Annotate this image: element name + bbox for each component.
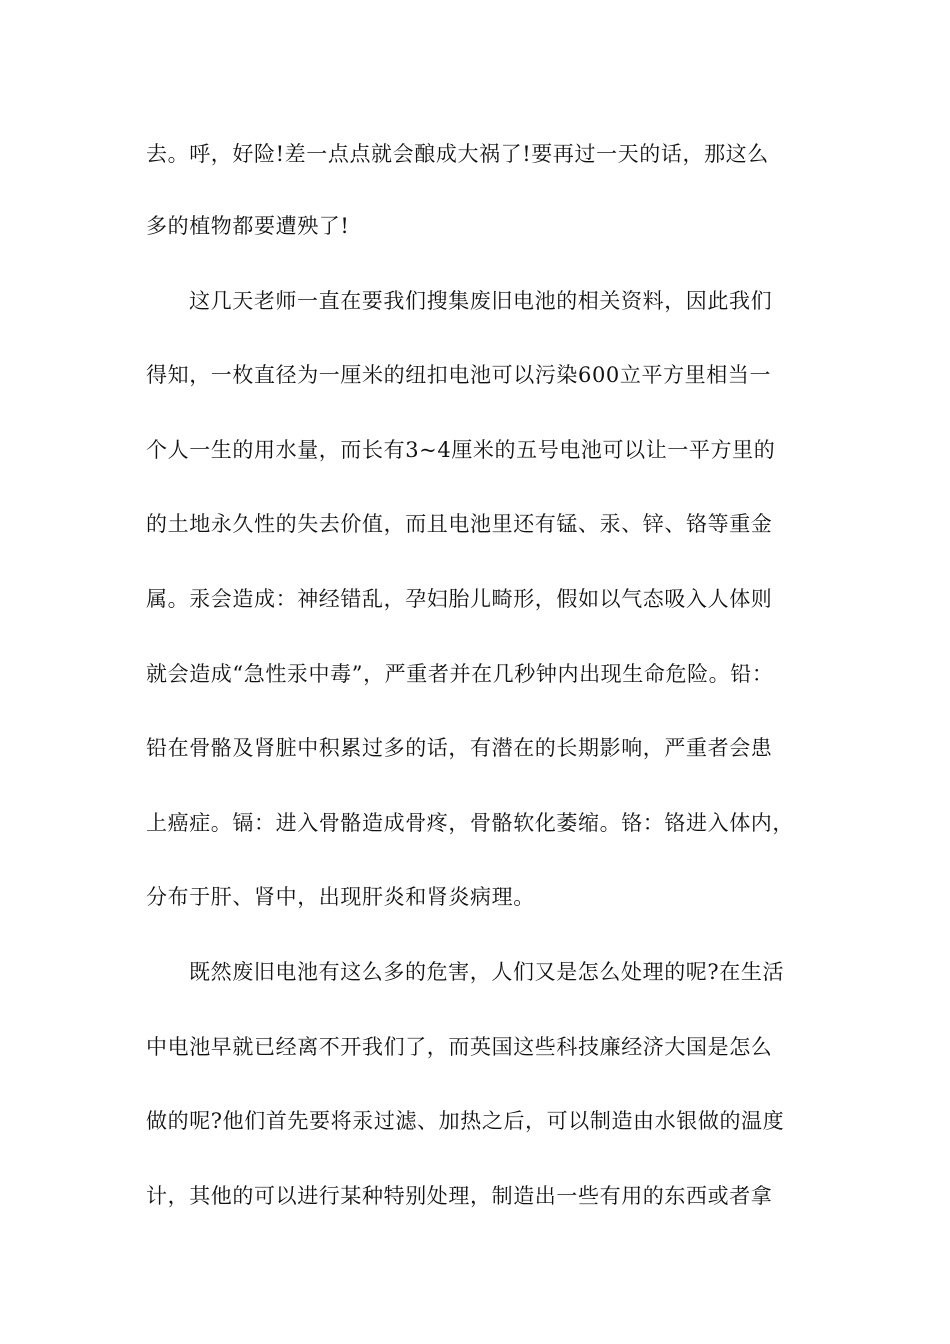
text-line: 中电池早就已经离不开我们了，而英国这些科技廉经济大国是怎么 [146,1035,773,1059]
text-line: 做的呢?他们首先要将汞过滤、加热之后，可以制造由水银做的温度 [146,1109,785,1133]
text-line: 分布于肝、肾中，出现肝炎和肾炎病理。 [146,885,535,909]
paragraph-first-line: 这几天老师一直在要我们搜集废旧电池的相关资料，因此我们 [189,289,773,313]
text-line: 多的植物都要遭殃了! [146,214,350,238]
text-line: 个人一生的用水量，而长有3~4厘米的五号电池可以让一平方里的 [146,438,776,462]
text-line: 就会造成“急性汞中毒”，严重者并在几秒钟内出现生命危险。铅： [146,662,774,686]
text-line: 铅在骨骼及肾脏中积累过多的话，有潜在的长期影响，严重者会患 [146,736,773,760]
text-line: 属。汞会造成：神经错乱，孕妇胎儿畸形，假如以气态吸入人体则 [146,587,773,611]
text-line: 计，其他的可以进行某种特别处理，制造出一些有用的东西或者拿 [146,1184,773,1208]
text-line: 去。呼，好险!差一点点就会酿成大祸了!要再过一天的话，那这么 [146,142,769,166]
paragraph-first-line: 既然废旧电池有这么多的危害，人们又是怎么处理的呢?在生活 [189,960,785,984]
text-line: 的土地永久性的失去价值，而且电池里还有锰、汞、锌、铬等重金 [146,512,773,536]
text-line: 得知，一枚直径为一厘米的纽扣电池可以污染600立平方里相当一 [146,363,772,387]
text-line: 上癌症。镉：进入骨骼造成骨疼，骨骼软化萎缩。铬：铬进入体内， [146,811,794,835]
